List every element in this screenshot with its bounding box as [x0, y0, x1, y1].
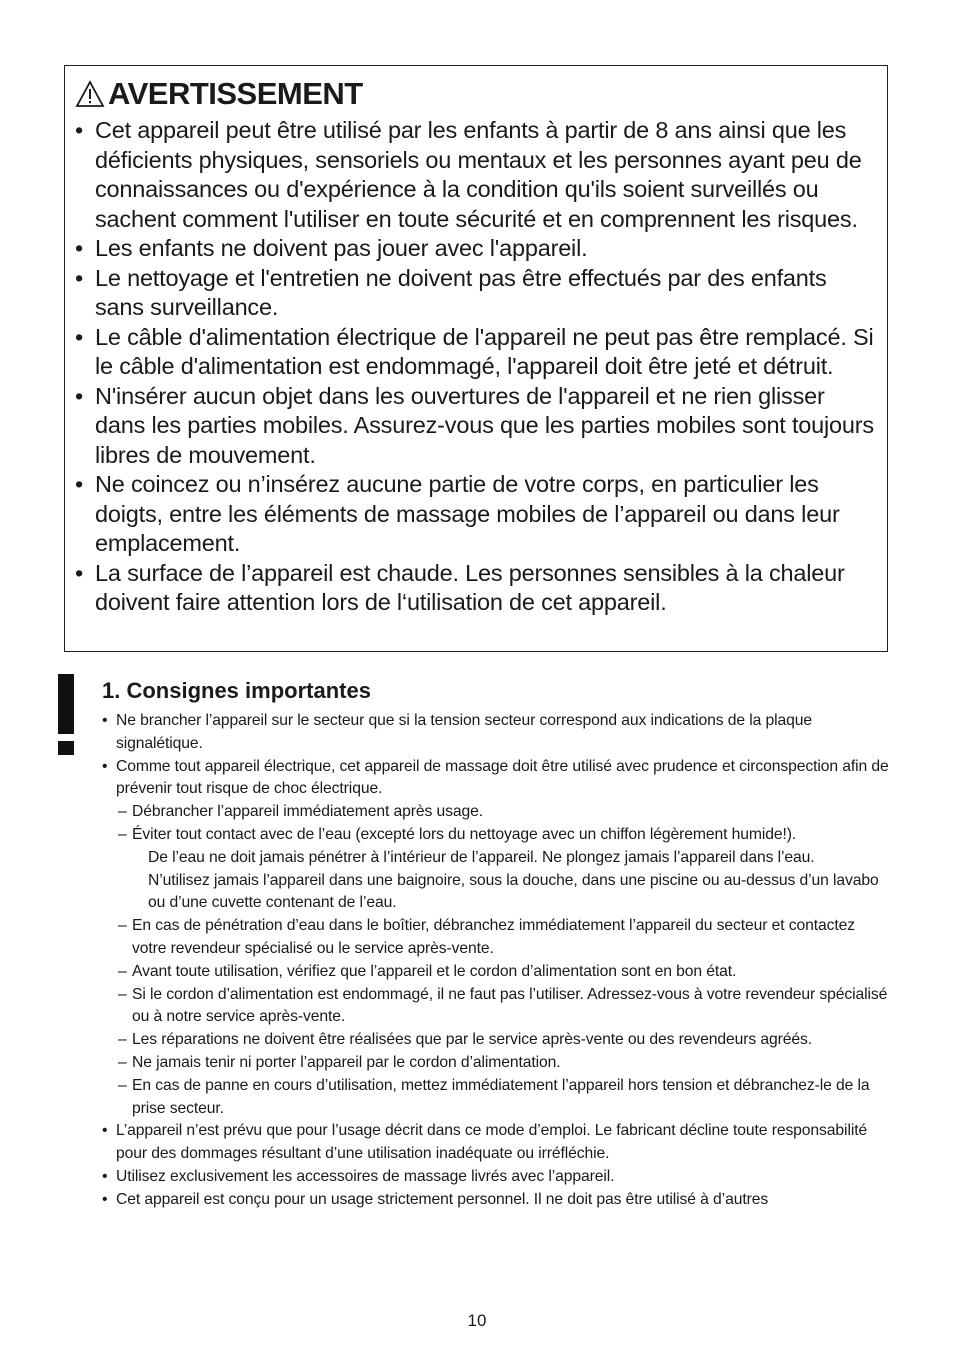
warning-item: • Le nettoyage et l'entretien ne doivent pas être effectués par des enfants sans surveillance. [75, 264, 877, 323]
list-item: • Ne brancher l’appareil sur le secteur que si la tension secteur correspond aux indications de la plaque signalétique. [102, 710, 892, 756]
sub-list-item: – En cas de panne en cours d’utilisation, mettez immédiatement l’appareil hors tension et débranchez-le de la prise secteur. [118, 1075, 892, 1121]
warning-item: • La surface de l’appareil est chaude. Les personnes sensibles à la chaleur doivent faire attention lors de l‘utilisation de cet appareil. [75, 559, 877, 618]
sub-list-item: – Avant toute utilisation, vérifiez que l’appareil et le cordon d’alimentation sont en bon état. [118, 961, 892, 984]
important-instructions-section [102, 676, 892, 1212]
sub-list [116, 801, 892, 1120]
list-item: • Cet appareil est conçu pour un usage strictement personnel. Il ne doit pas être utilisé à d’autres [102, 1189, 892, 1212]
section-title: 1. Consignes importantes [102, 678, 371, 703]
sub-list-continuation: De l’eau ne doit jamais pénétrer à l’intérieur de l’appareil. Ne plongez jamais l’appareil dans l’eau. [148, 848, 815, 866]
sub-list-item: – Si le cordon d’alimentation est endommagé, il ne faut pas l’utiliser. Adressez-vous à votre revendeur spécialisé ou à notre service après-vente. [118, 984, 892, 1030]
list-item [102, 756, 892, 1121]
warning-item: • Le câble d'alimentation électrique de l'appareil ne peut pas être remplacé. Si le câble d'alimentation est endommagé, l'appareil doit être jeté et détruit. [75, 323, 877, 382]
sub-list-item: – Débrancher l’appareil immédiatement après usage. [118, 801, 892, 824]
warning-triangle-icon [75, 80, 105, 108]
warning-item: • Les enfants ne doivent pas jouer avec l'appareil. [75, 234, 877, 264]
warning-item: • Ne coincez ou n’insérez aucune partie de votre corps, en particulier les doigts, entre les éléments de massage mobiles de l’appareil ou dans leur emplacement. [75, 470, 877, 559]
sub-list-item-text: Éviter tout contact avec de l’eau (excepté lors du nettoyage avec un chiffon légèrement humide!). [132, 825, 797, 843]
sub-list-item [118, 824, 892, 915]
list-item: • L’appareil n’est prévu que pour l’usage décrit dans ce mode d’emploi. Le fabricant décline toute responsabilité pour des dommages résultant d’une utilisation inadéquate ou irréfléchie. [102, 1120, 892, 1166]
list-item-text: Comme tout appareil électrique, cet appareil de massage doit être utilisé avec prudence et circonspection afin de prévenir tout risque de choc électrique. [116, 757, 889, 798]
sub-list-continuation: N’utilisez jamais l’appareil dans une baignoire, sous la douche, dans une piscine ou au-dessus d’un lavabo ou d’une cuvette contenant de l’eau. [148, 871, 879, 912]
sub-list-item: – Ne jamais tenir ni porter l’appareil par le cordon d’alimentation. [118, 1052, 892, 1075]
warning-list [75, 116, 877, 618]
instructions-list [102, 710, 892, 1212]
sub-list-item: – Les réparations ne doivent être réalisées que par le service après-vente ou des revendeurs agréés. [118, 1029, 892, 1052]
page-number: 10 [467, 1311, 487, 1330]
warning-box [64, 65, 888, 652]
exclamation-mark-icon [58, 674, 74, 754]
sub-list-item: – En cas de pénétration d’eau dans le boîtier, débranchez immédiatement l’appareil du secteur et contactez votre revendeur spécialisé ou le service après-vente. [118, 915, 892, 961]
list-item: • Utilisez exclusivement les accessoires de massage livrés avec l’appareil. [102, 1166, 892, 1189]
warning-item: • Cet appareil peut être utilisé par les enfants à partir de 8 ans ainsi que les déficients physiques, sensoriels ou mentaux et les personnes ayant peu de connaissances ou d'expérience à la condition qu'ils soient surveillés ou sachent comment l'utiliser en toute sécurité et en comprennent les risques. [75, 116, 877, 234]
warning-title: AVERTISSEMENT [108, 76, 363, 111]
warning-item: • N'insérer aucun objet dans les ouvertures de l'appareil et ne rien glisser dans les parties mobiles. Assurez-vous que les parties mobiles sont toujours libres de mouvement. [75, 382, 877, 471]
warning-heading [75, 74, 877, 114]
